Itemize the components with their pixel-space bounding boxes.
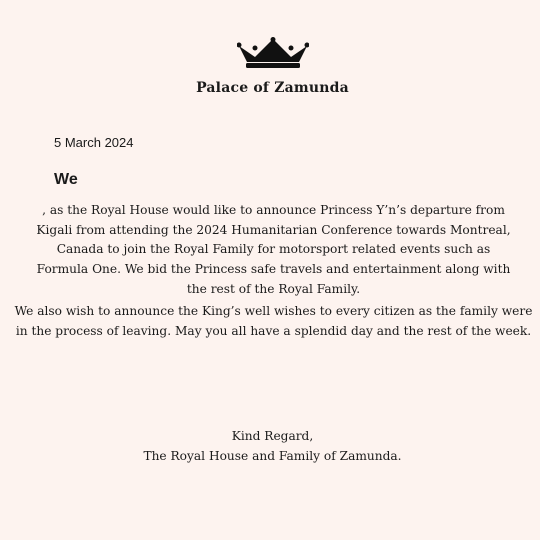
letter-date: 5 March 2024	[54, 135, 134, 150]
closing-regards: Kind Regard,	[231, 429, 314, 443]
closing-signature: The Royal House and Family of Zamunda.	[143, 448, 402, 463]
letter-closing	[0, 427, 540, 466]
letter-salutation: We	[54, 171, 78, 188]
announcement-paragraph-2: We also wish to announce the King’s well wishes to every citizen as the family were in the process of leaving. May you all have a splendid day and the rest of the week.	[14, 304, 533, 338]
announcement-paragraph-1: , as the Royal House would like to announce Princess Y’n’s departure from Kigali from attending the 2024 Humanitarian Conference towards Montreal, Canada to join the Royal Family for motorsport related events such as Formula One. We bid the Princess safe travels and entertainment along with the rest of the Royal Family.	[36, 203, 511, 296]
crown-icon	[237, 37, 309, 69]
page-title: Palace of Zamunda	[196, 80, 349, 96]
